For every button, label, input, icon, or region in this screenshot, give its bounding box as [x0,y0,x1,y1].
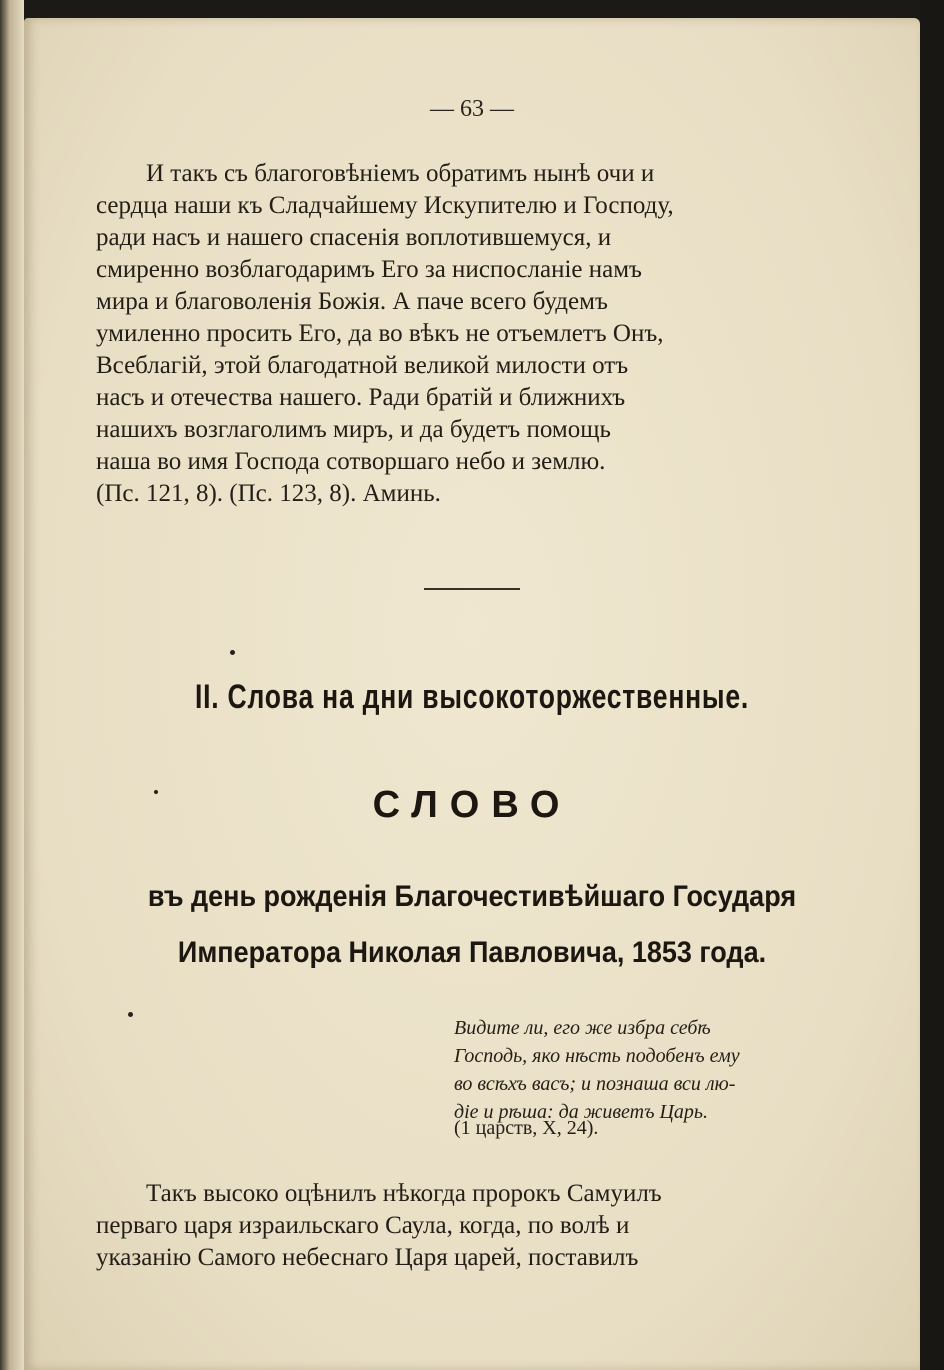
ink-speck [128,1012,133,1017]
section-divider [424,588,520,590]
ink-speck [230,650,235,655]
sermon-subtitle-line-1: въ день рожденія Благочестивѣйшаго Государя [147,880,797,913]
ink-speck [154,790,158,794]
book-page [24,18,920,1370]
sermon-subtitle-line-2: Императора Николая Павловича, 1853 года. [177,936,767,969]
closing-paragraph: И такъ съ благоговѣніемъ обратимъ нынѣ очи и сердца наши къ Сладчайшему Искупителю и Господу, ради насъ и нашего спасенія воплотившемуся, и смиренно возблагодаримъ Его за ниспосланіе намъ мира и благоволенія Божія. А паче всего будемъ умиленно просить Его, да во вѣкъ не отъемлетъ Онъ, Всеблагій, этой благодатной великой милости отъ насъ и отечества нашего. Ради братій и ближнихъ нашихъ возглаголимъ миръ, и да будетъ помощь наша во имя Господа сотворшаго небо и землю. (Пс. 121, 8). (Пс. 123, 8). Аминь. [96,160,674,507]
epigraph-reference: (1 царств, X, 24). [454,1117,599,1139]
sermon-title: СЛОВО [372,784,572,826]
book-binding-edge [0,0,24,1370]
page-number: — 63 — [430,96,514,122]
sermon-opening-paragraph: Такъ высоко оцѣнилъ нѣкогда пророкъ Самуилъ перваго царя израильскаго Саула, когда, по волѣ и указанію Самого небеснаго Царя царей, поставилъ [96,1180,662,1271]
section-heading: II. Слова на дни высокоторжественные. [194,678,750,716]
epigraph-quote: Видите ли, его же избра себѣ Господь, яко нѣсть подобенъ ему во всѣхъ васъ; и познаша вси лю- діе и рѣша: да живетъ Царь. [454,1017,740,1123]
scan-background-edge [920,0,944,1370]
